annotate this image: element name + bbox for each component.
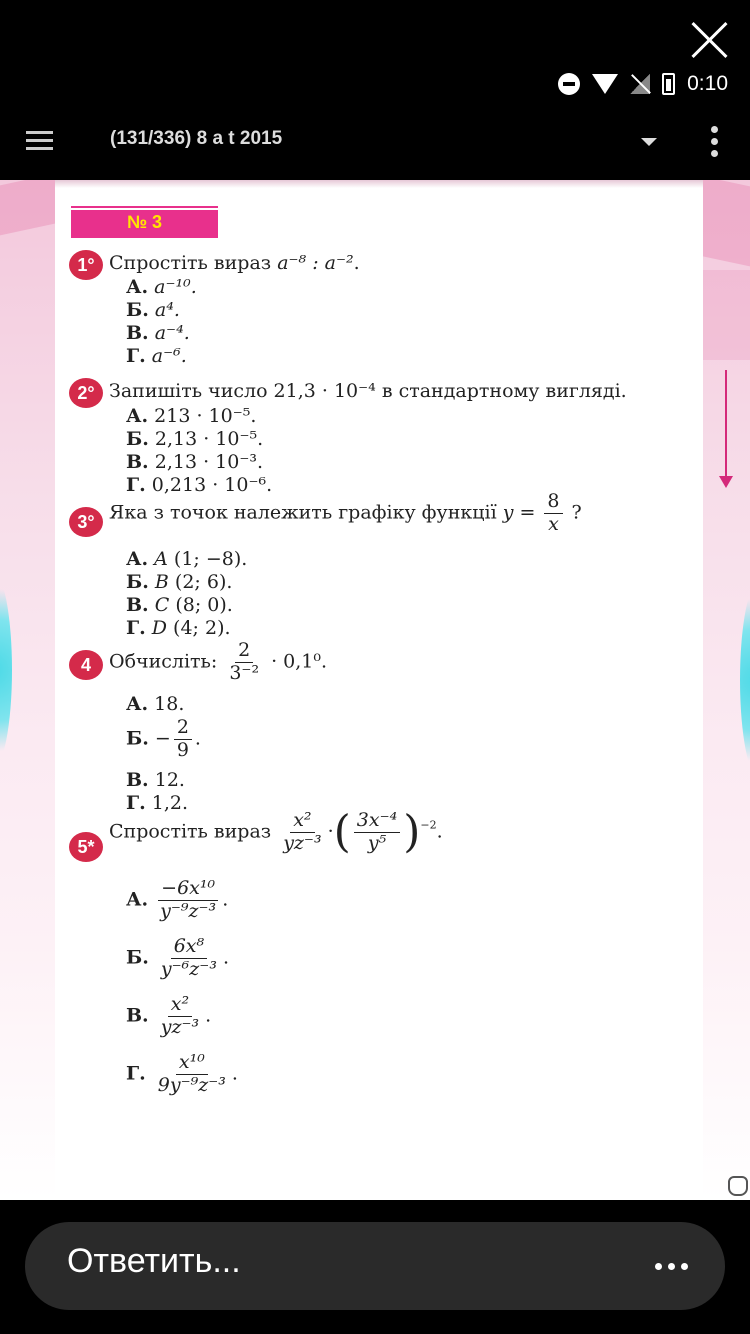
more-vert-icon[interactable]	[711, 126, 719, 158]
answer-option: В. 12.	[126, 769, 185, 791]
dropdown-icon[interactable]	[641, 138, 657, 146]
answer-option: А. a⁻¹⁰.	[126, 276, 197, 298]
answer-option: А. $\frac{\text{−6x¹⁰}}{\text{y⁻⁹z⁻³}}$ .	[126, 877, 229, 922]
background-decoration	[0, 570, 12, 770]
document-page	[55, 180, 703, 1200]
question-badge: 5*	[69, 832, 103, 862]
answer-option: Г. 1,2.	[126, 792, 189, 814]
question-text: Яка з точок належить графіку функції y = $\frac{8}{x}$ ?	[109, 490, 582, 535]
fraction: $\frac{\text{6x⁸}}{\text{y⁻⁶z⁻³}}$	[160, 935, 217, 980]
question-badge: 1°	[69, 250, 103, 280]
answer-option: Б. − $\frac{2}{9}$ .	[126, 716, 201, 761]
answer-option: В. C (8; 0).	[126, 594, 233, 616]
fraction: $\frac{2}{9}$	[174, 717, 192, 762]
answer-option: Г. a⁻⁶.	[126, 345, 187, 367]
section-header	[71, 210, 218, 238]
battery-icon	[662, 73, 675, 95]
answer-option: Б. B (2; 6).	[126, 571, 233, 593]
answer-option: В. $\frac{\text{x²}}{\text{yz⁻³}}$ .	[126, 993, 212, 1038]
page-edge	[55, 180, 703, 188]
more-horiz-icon[interactable]	[655, 1263, 688, 1270]
app-toolbar	[0, 110, 750, 180]
fraction: $\frac{\text{3x⁻⁴}}{\text{y⁵}}$	[354, 810, 400, 855]
wifi-icon	[592, 74, 618, 94]
fraction: $\frac{\text{x²}}{\text{yz⁻³}}$	[283, 809, 322, 854]
document-viewer[interactable]	[0, 180, 750, 1200]
answer-option: Б. 2,13 · 10⁻⁵.	[126, 428, 264, 450]
question-text: Запишіть число 21,3 · 10⁻⁴ в стандартному вигляді.	[109, 380, 627, 402]
question-text: Обчисліть: $\frac{2}{\text{3⁻²}}$ · 0,1⁰.	[109, 639, 328, 684]
section-title: № 3	[126, 212, 163, 232]
signal-icon	[630, 74, 650, 94]
answer-option: Г. 0,213 · 10⁻⁶.	[126, 474, 273, 496]
fraction: $\frac{2}{\text{3⁻²}}$	[229, 639, 260, 684]
answer-option: А. A (1; −8).	[126, 548, 248, 570]
answer-option: Б. a⁴.	[126, 299, 180, 321]
fraction: $\frac{\text{−6x¹⁰}}{\text{y⁻⁹z⁻³}}$	[160, 877, 217, 922]
fraction: $\frac{\text{x²}}{\text{yz⁻³}}$	[160, 993, 200, 1038]
question-text: Спростіть вираз $\frac{\text{x²}}{\text{yz⁻³}}$ ·( $\frac{\text{3x⁻⁴}}{\text{y⁵}}$ )$^{-2}$.	[109, 806, 443, 858]
status-bar	[0, 0, 750, 110]
reply-input[interactable]: Ответить...	[67, 1242, 241, 1280]
document-title[interactable]: (131/336) 8 a t 2015	[110, 128, 283, 149]
close-icon[interactable]	[688, 18, 732, 62]
answer-option: Г. D (4; 2).	[126, 617, 231, 639]
answer-option: А. 213 · 10⁻⁵.	[126, 405, 257, 427]
status-icons	[558, 70, 728, 98]
question-text: Спростіть вираз a⁻⁸ : a⁻².	[109, 252, 360, 274]
background-decoration	[740, 580, 750, 780]
background-decoration	[0, 180, 60, 237]
clock: 0:10	[687, 72, 728, 95]
dnd-icon	[558, 73, 580, 95]
answer-option: В. a⁻⁴.	[126, 322, 190, 344]
hand-icon[interactable]	[728, 1176, 748, 1196]
answer-option: Б. $\frac{\text{6x⁸}}{\text{y⁻⁶z⁻³}}$ .	[126, 935, 229, 980]
fraction: $\frac{\text{x¹⁰}}{\text{9y⁻⁹z⁻³}}$	[157, 1051, 226, 1096]
answer-option: В. 2,13 · 10⁻³.	[126, 451, 264, 473]
menu-icon[interactable]	[26, 131, 53, 151]
reply-bar[interactable]	[25, 1222, 725, 1310]
question-badge: 4	[69, 650, 103, 680]
answer-option: А. 18.	[126, 693, 185, 715]
answer-option: Г. $\frac{\text{x¹⁰}}{\text{9y⁻⁹z⁻³}}$ .	[126, 1051, 238, 1096]
arrow-decoration	[725, 370, 727, 482]
question-badge: 3°	[69, 507, 103, 537]
fraction: $\frac{8}{x}$	[544, 491, 562, 536]
question-badge: 2°	[69, 378, 103, 408]
background-decoration	[700, 270, 750, 360]
